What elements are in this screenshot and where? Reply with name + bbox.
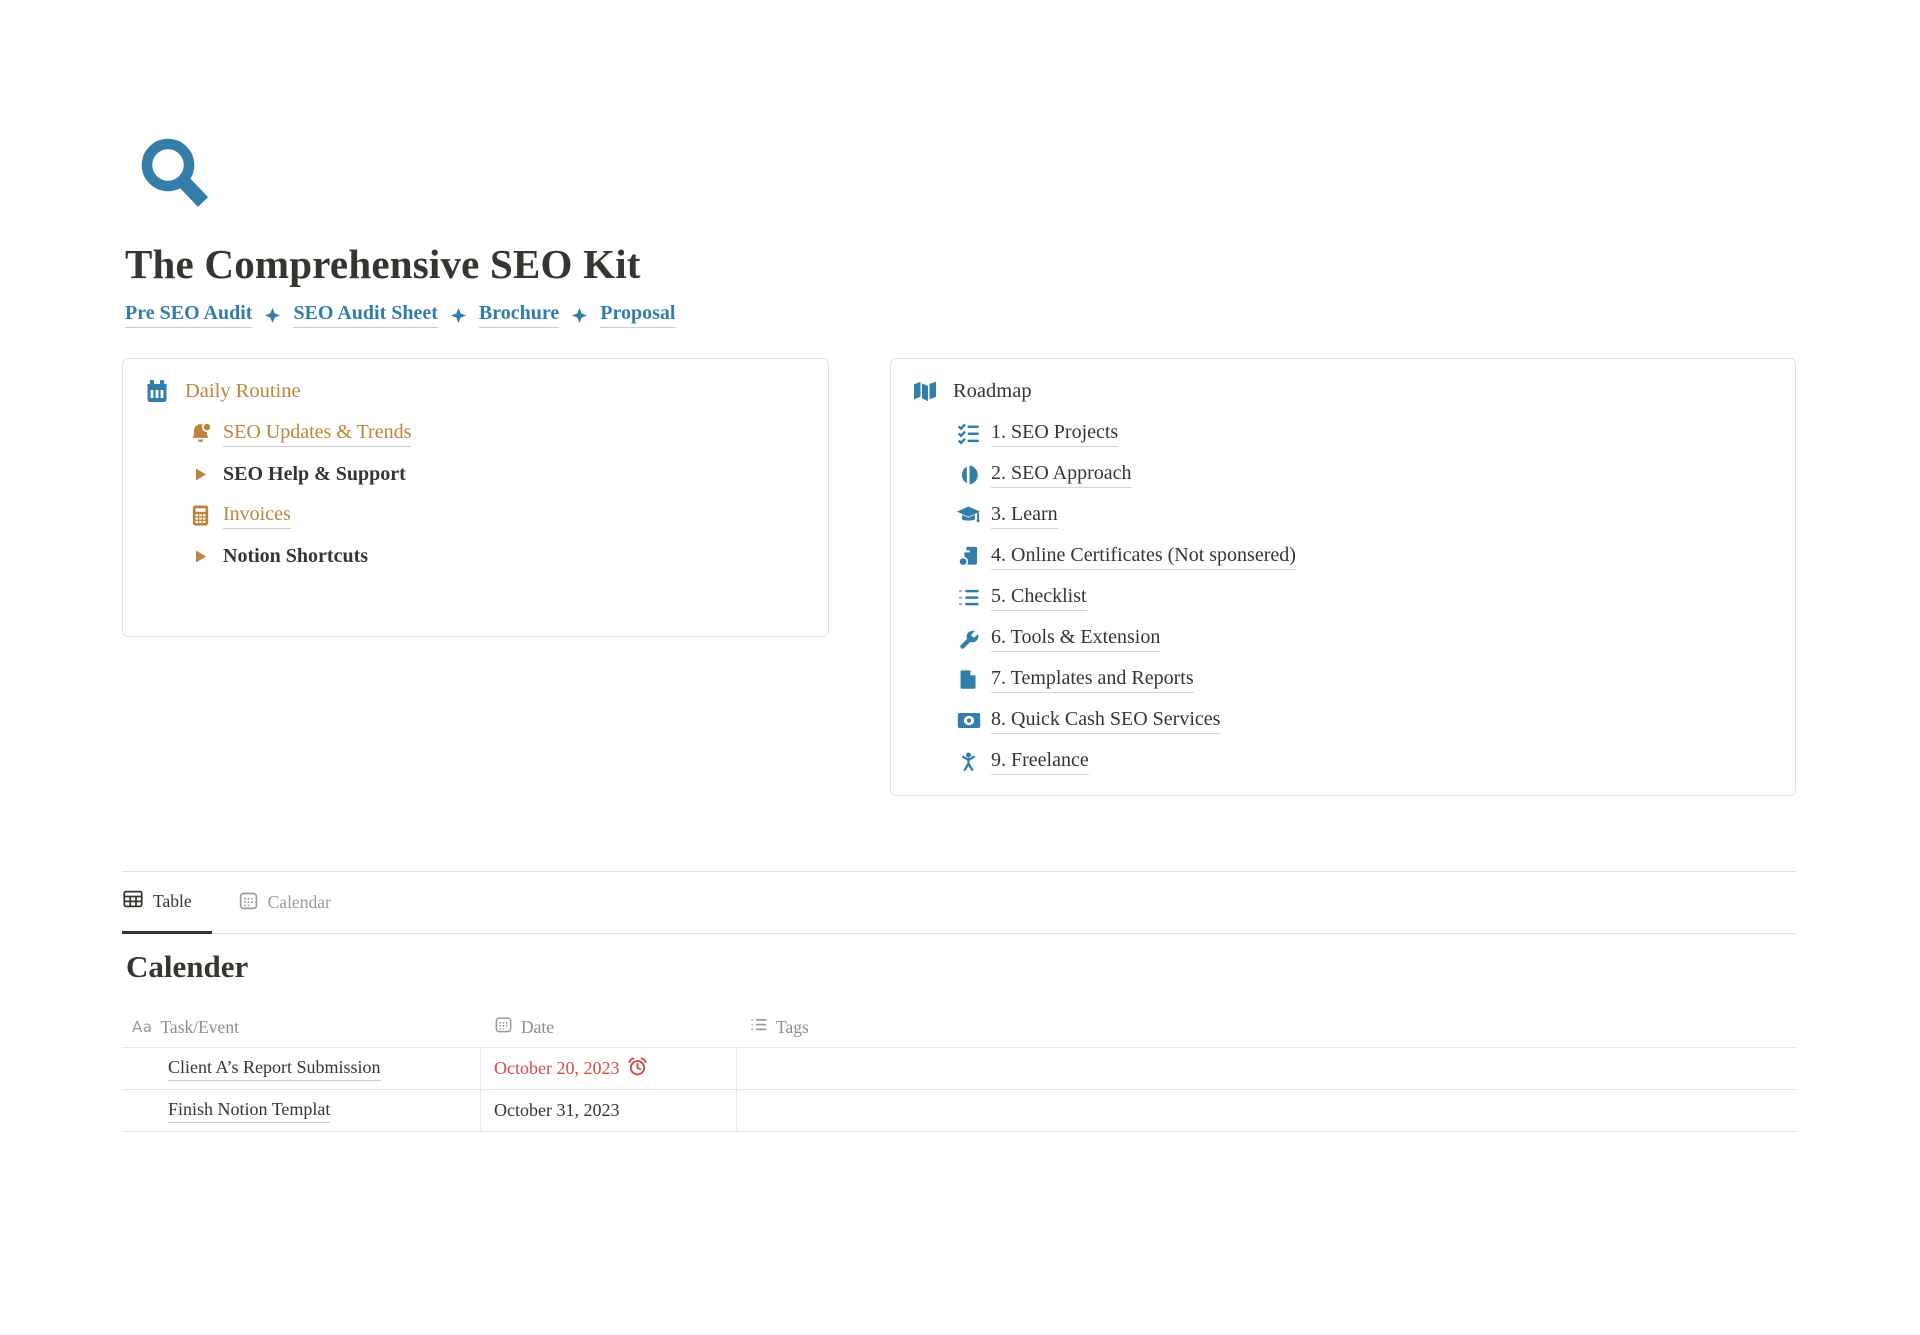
link-proposal[interactable]: Proposal [600, 302, 675, 328]
toggle-row[interactable] [143, 454, 808, 495]
row-title[interactable]: Client A’s Report Submission [168, 1057, 381, 1081]
table-row [122, 1090, 1796, 1132]
page-link-learn[interactable]: 3. Learn [991, 503, 1058, 529]
toggle-triangle-icon[interactable] [187, 549, 214, 564]
page-link-row[interactable] [143, 413, 808, 454]
bulleted-list-icon [955, 586, 982, 609]
page-link-invoices[interactable]: Invoices [223, 503, 291, 529]
date-value: October 31, 2023 [494, 1100, 620, 1120]
page-link-row[interactable] [911, 741, 1775, 782]
page-link-checklist[interactable]: 5. Checklist [991, 585, 1087, 611]
alarm-clock-icon [627, 1056, 648, 1082]
database-title: Calender [126, 949, 249, 984]
page-link-seo-approach[interactable]: 2. SEO Approach [991, 462, 1132, 488]
calendar-icon [143, 379, 170, 403]
page-link-row[interactable] [911, 495, 1775, 536]
database-table [122, 1007, 1796, 1132]
page-link-row[interactable] [911, 536, 1775, 577]
four-pointed-star-icon [265, 308, 280, 323]
four-pointed-star-icon [572, 308, 587, 323]
calculator-icon [187, 504, 214, 527]
cell-tags[interactable] [737, 1048, 1796, 1089]
roadmap-title: Roadmap [953, 379, 1032, 402]
page-link-row[interactable] [911, 413, 1775, 454]
list-property-icon [749, 1015, 768, 1039]
person-icon [955, 751, 982, 773]
document-icon [955, 668, 982, 691]
contrast-circle-icon [955, 464, 982, 486]
column-header-task[interactable] [122, 1007, 481, 1047]
map-icon [911, 380, 938, 403]
roadmap-header [911, 369, 1775, 413]
four-pointed-star-icon [451, 308, 466, 323]
search-icon[interactable] [137, 136, 213, 216]
tab-calendar[interactable] [238, 872, 331, 933]
text-type-icon: Aa [132, 1018, 153, 1036]
page-link-seo-projects[interactable]: 1. SEO Projects [991, 421, 1118, 447]
toggle-triangle-icon[interactable] [187, 467, 214, 482]
page-link-row[interactable] [143, 495, 808, 536]
quick-links [125, 302, 1796, 328]
column-header-date[interactable] [481, 1007, 737, 1047]
cell-tags[interactable] [737, 1090, 1796, 1131]
toggle-notion-shortcuts[interactable]: Notion Shortcuts [223, 545, 369, 567]
table-body [122, 1047, 1796, 1132]
page-link-row[interactable] [911, 700, 1775, 741]
view-tabs [122, 872, 1796, 934]
task-list-icon [955, 422, 982, 445]
page-link-row[interactable] [911, 577, 1775, 618]
page-link-online-certificates[interactable]: 4. Online Certificates (Not sponsered) [991, 544, 1296, 570]
tab-calendar-label: Calendar [267, 892, 331, 912]
row-title[interactable]: Finish Notion Templat [168, 1099, 330, 1123]
cell-date[interactable] [481, 1048, 737, 1089]
bell-badge-icon [187, 422, 214, 445]
page-link-templates-reports[interactable]: 7. Templates and Reports [991, 667, 1194, 693]
page-link-row[interactable] [911, 454, 1775, 495]
graduation-cap-icon [955, 504, 982, 527]
link-pre-seo-audit[interactable]: Pre SEO Audit [125, 302, 252, 328]
toggle-seo-help-support[interactable]: SEO Help & Support [223, 463, 406, 485]
wrench-icon [955, 628, 982, 650]
calendar-property-icon [494, 1015, 513, 1039]
page-content [122, 136, 1796, 1132]
certificate-icon [955, 545, 982, 568]
calendar-view-icon [238, 890, 259, 916]
toggle-row[interactable] [143, 536, 808, 577]
table-grid-icon [122, 888, 144, 915]
tab-table-label: Table [153, 891, 192, 911]
table-row [122, 1048, 1796, 1090]
page-link-row[interactable] [911, 618, 1775, 659]
column-header-task-label: Task/Event [160, 1016, 239, 1037]
tab-table[interactable] [122, 872, 212, 934]
page-link-quick-cash[interactable]: 8. Quick Cash SEO Services [991, 708, 1220, 734]
page-link-row[interactable] [911, 659, 1775, 700]
page-title: The Comprehensive SEO Kit [125, 241, 641, 287]
link-seo-audit-sheet[interactable]: SEO Audit Sheet [293, 302, 437, 328]
daily-routine-title: Daily Routine [185, 379, 301, 402]
page-link-freelance[interactable]: 9. Freelance [991, 749, 1089, 775]
daily-routine-callout [122, 358, 829, 637]
banknote-icon [955, 711, 982, 730]
column-header-tags[interactable] [737, 1007, 1796, 1047]
cell-task[interactable] [122, 1090, 481, 1131]
roadmap-callout [890, 358, 1796, 796]
link-brochure[interactable]: Brochure [479, 302, 559, 328]
daily-routine-header [143, 369, 808, 413]
cell-task[interactable] [122, 1048, 481, 1089]
page-link-seo-updates-trends[interactable]: SEO Updates & Trends [223, 421, 411, 447]
table-header-row [122, 1007, 1796, 1047]
column-header-date-label: Date [521, 1016, 555, 1037]
column-header-tags-label: Tags [776, 1016, 809, 1037]
callout-row [122, 358, 1796, 796]
date-value: October 20, 2023 [494, 1058, 620, 1078]
page-link-tools-extension[interactable]: 6. Tools & Extension [991, 626, 1160, 652]
cell-date[interactable] [481, 1090, 737, 1131]
